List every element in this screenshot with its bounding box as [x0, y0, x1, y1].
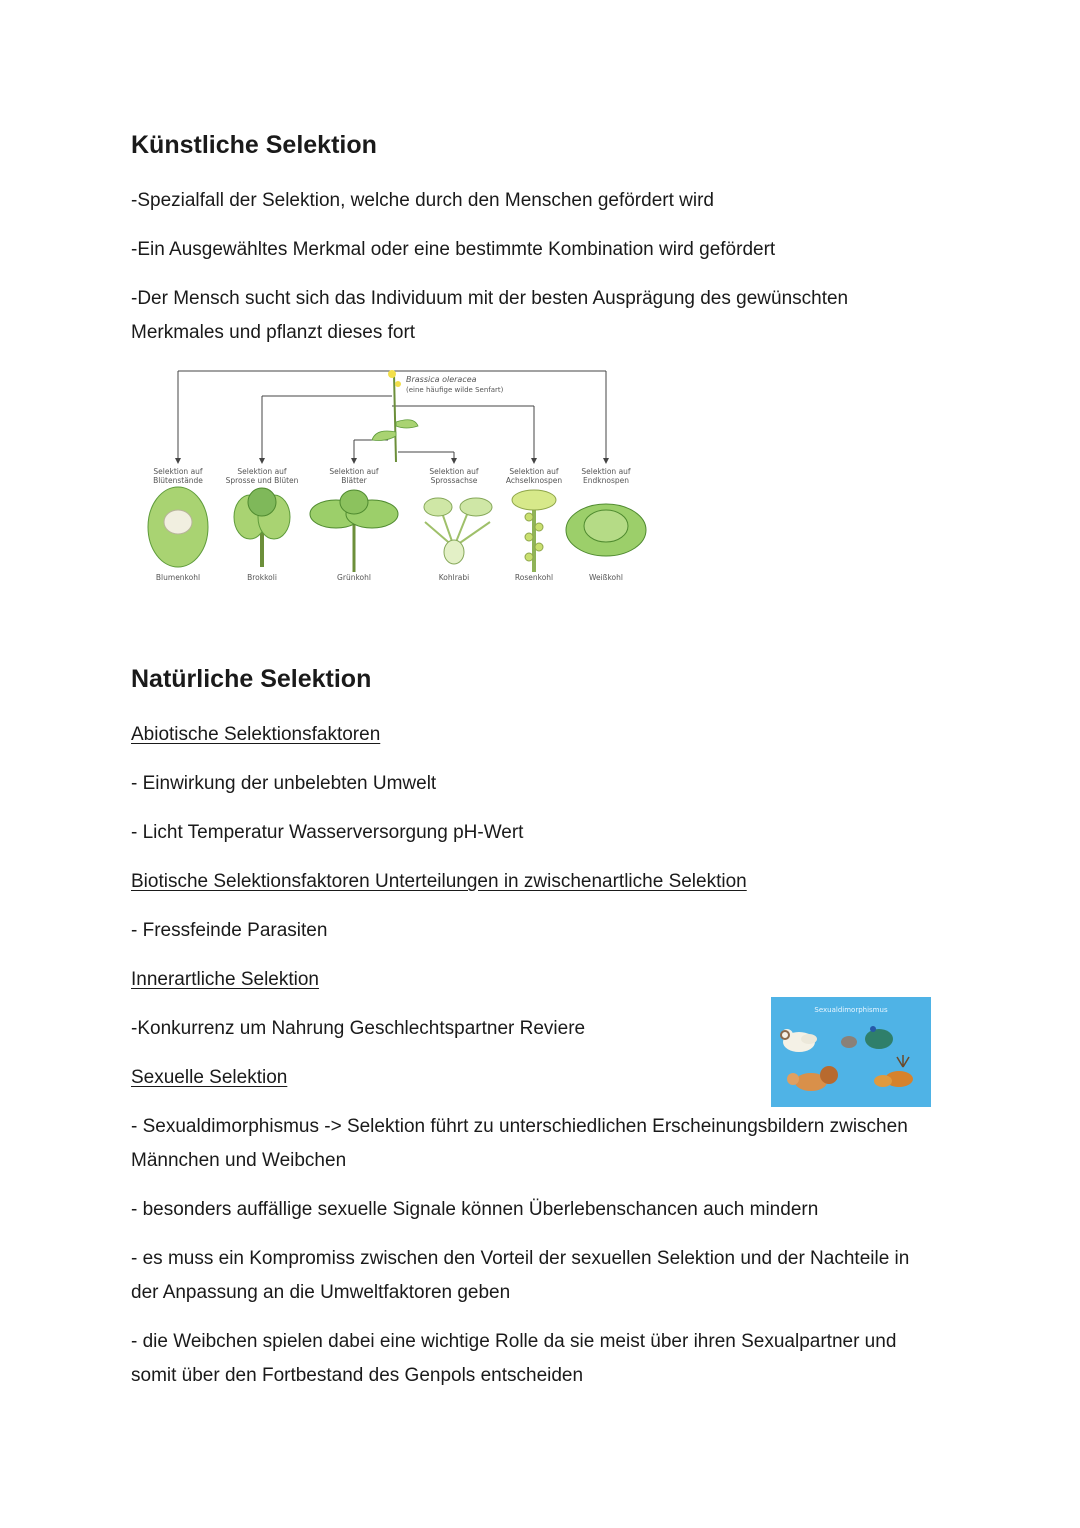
plant-rosenkohl	[512, 490, 556, 572]
text-line: - Licht Temperatur Wasserversorgung pH-Wert	[131, 822, 524, 843]
heading-natuerliche-selektion: Natürliche Selektion	[131, 665, 372, 693]
branch-sel-label: Selektion auf	[581, 467, 631, 476]
branch-sel-label: Selektion auf	[509, 467, 559, 476]
branch-sel-label: Selektion auf	[153, 467, 203, 476]
subheading-biotic: Biotische Selektionsfaktoren Unterteilungen in zwischenartliche Selektion	[131, 871, 747, 892]
text-line: Merkmales und pflanzt dieses fort	[131, 322, 416, 343]
plant-name: Weißkohl	[589, 573, 623, 582]
branch-labels	[153, 467, 631, 485]
text-line: - Fressfeinde Parasiten	[131, 920, 328, 941]
branch-sel-label: Achselknospen	[505, 476, 563, 485]
diagram-svg	[140, 362, 660, 592]
origin-sub: (eine häufige wilde Senfart)	[406, 386, 504, 394]
text-line: - Sexualdimorphismus -> Selektion führt zu unterschiedlichen Erscheinungsbildern zwischen	[131, 1116, 908, 1137]
plant-name: Kohlrabi	[438, 573, 470, 582]
branch-sel-label: Selektion auf	[237, 467, 287, 476]
branch-sel-label: Selektion auf	[429, 467, 479, 476]
text-line: somit über den Fortbestand des Genpols entscheiden	[131, 1365, 584, 1386]
plant-name: Brokkoli	[247, 573, 277, 582]
branch-sel-label: Selektion auf	[329, 467, 379, 476]
plant-kohlrabi	[424, 498, 492, 564]
text-line: -Der Mensch sucht sich das Individuum mit der besten Ausprägung des gewünschten	[131, 288, 849, 309]
branch-sel-label: Blätter	[341, 476, 367, 485]
text-line: - besonders auffällige sexuelle Signale können Überlebenschancen auch mindern	[131, 1199, 819, 1220]
text-line: -Spezialfall der Selektion, welche durch den Menschen gefördert wird	[131, 190, 714, 211]
text-line: -Konkurrenz um Nahrung Geschlechtspartner Reviere	[131, 1018, 586, 1039]
subheading-abiotic: Abiotische Selektionsfaktoren	[131, 724, 381, 745]
branch-sel-label: Sprossachse	[430, 476, 478, 485]
text-line: - die Weibchen spielen dabei eine wichtige Rolle da sie meist über ihren Sexualpartner und	[131, 1331, 897, 1352]
text-line: Männchen und Weibchen	[131, 1150, 347, 1171]
plant-brokkoli	[234, 488, 290, 567]
plant-names	[156, 573, 623, 582]
plant-gruenkohl	[310, 490, 398, 572]
animal-illustration	[771, 997, 931, 1107]
brassica-selection-diagram	[140, 362, 660, 592]
arrow-heads	[175, 458, 609, 464]
plant-weisskohl	[566, 504, 646, 556]
text-line: - Einwirkung der unbelebten Umwelt	[131, 773, 437, 794]
plant-blumenkohl	[148, 487, 208, 567]
subheading-innerartlich: Innerartliche Selektion	[131, 969, 319, 990]
heading-kuenstliche-selektion: Künstliche Selektion	[131, 131, 377, 159]
text-line: - es muss ein Kompromiss zwischen den Vorteil der sexuellen Selektion und der Nachteile in	[131, 1248, 910, 1269]
plant-name: Rosenkohl	[514, 573, 554, 582]
image-caption: Sexualdimorphismus	[814, 1006, 888, 1014]
branch-sel-label: Sprosse und Blüten	[225, 476, 299, 485]
sexualdimorphismus-image	[771, 997, 931, 1107]
plant-name: Blumenkohl	[155, 573, 201, 582]
branch-sel-label: Endknospen	[583, 476, 629, 485]
text-line: -Ein Ausgewähltes Merkmal oder eine bestimmte Kombination wird gefördert	[131, 239, 776, 260]
plant-name: Grünkohl	[337, 573, 371, 582]
text-line: der Anpassung an die Umweltfaktoren geben	[131, 1282, 511, 1303]
subheading-sexuell: Sexuelle Selektion	[131, 1067, 288, 1088]
branch-sel-label: Blütenstände	[153, 476, 203, 485]
connector-lines	[178, 371, 606, 460]
origin-name: Brassica oleracea	[406, 375, 477, 384]
